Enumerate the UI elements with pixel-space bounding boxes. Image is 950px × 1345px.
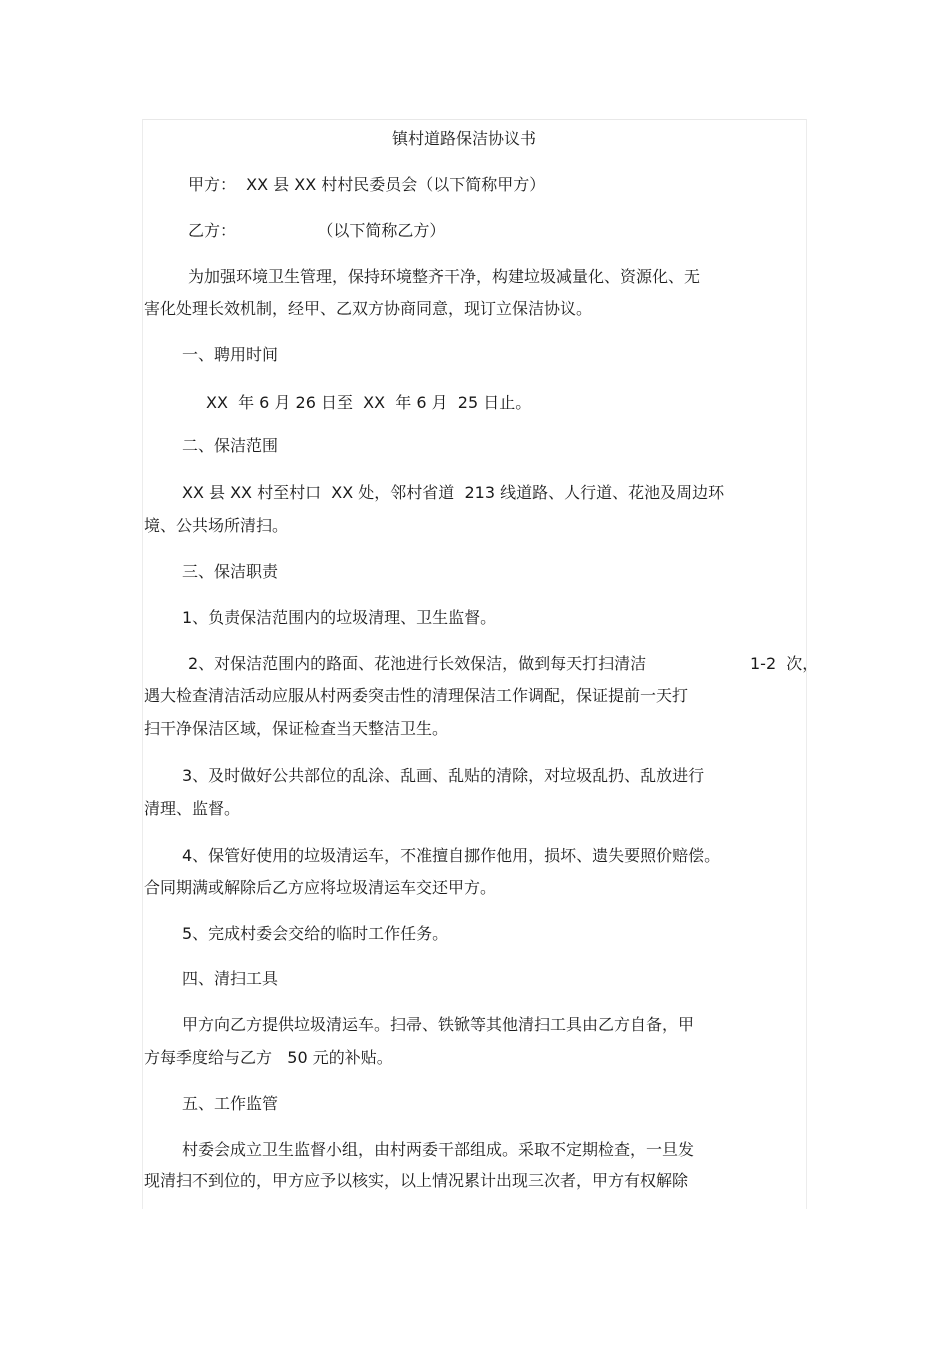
section2-heading: 二、保洁范围 bbox=[182, 436, 279, 455]
section3-heading: 三、保洁职责 bbox=[182, 562, 279, 581]
document-title: 镇村道路保洁协议书 bbox=[392, 129, 537, 148]
intro-line-2: 害化处理长效机制，经甲、乙双方协商同意，现订立保洁协议。 bbox=[144, 299, 593, 318]
section4-heading: 四、清扫工具 bbox=[182, 969, 279, 988]
section3-item2-line-2: 遇大检查清洁活动应服从村两委突击性的清理保洁工作调配，保证提前一天打 bbox=[144, 686, 689, 705]
section3-item3-line-1: 3、及时做好公共部位的乱涂、乱画、乱贴的清除，对垃圾乱扔、乱放进行 bbox=[182, 766, 705, 785]
section3-item3-line-2: 清理、监督。 bbox=[144, 799, 241, 818]
section3-item2-line-3: 扫干净保洁区域，保证检查当天整洁卫生。 bbox=[144, 719, 449, 738]
section4-body-line-1: 甲方向乙方提供垃圾清运车。扫帚、铁锨等其他清扫工具由乙方自备，甲 bbox=[182, 1015, 695, 1034]
section3-item4-line-1: 4、保管好使用的垃圾清运车，不准擅自挪作他用，损坏、遗失要照价赔偿。 bbox=[182, 846, 721, 865]
section4-body-line-2: 方每季度给与乙方 50 元的补贴。 bbox=[144, 1048, 393, 1067]
section2-body-line-2: 境、公共场所清扫。 bbox=[144, 516, 289, 535]
section1-heading: 一、聘用时间 bbox=[182, 345, 279, 364]
section5-body-line-1: 村委会成立卫生监督小组，由村两委干部组成。采取不定期检查，一旦发 bbox=[182, 1140, 695, 1159]
section2-body-line-1: XX 县 XX 村至村口 XX 处，邻村省道 213 线道路、人行道、花池及周边环 bbox=[182, 483, 725, 502]
intro-line-1: 为加强环境卫生管理，保持环境整齐干净，构建垃圾减量化、资源化、无 bbox=[188, 267, 701, 286]
party-a-line: 甲方： XX 县 XX 村村民委员会（以下简称甲方） bbox=[188, 175, 546, 194]
section3-item1: 1、负责保洁范围内的垃圾清理、卫生监督。 bbox=[182, 608, 497, 627]
section3-item5: 5、完成村委会交给的临时工作任务。 bbox=[182, 924, 449, 943]
section5-body-line-2: 现清扫不到位的，甲方应予以核实，以上情况累计出现三次者，甲方有权解除 bbox=[144, 1171, 689, 1190]
section3-item2-line-1: 2、对保洁范围内的路面、花池进行长效保洁，做到每天打扫清洁 bbox=[188, 654, 647, 673]
section3-item2-frequency: 1-2 次， bbox=[750, 654, 819, 673]
section5-heading: 五、工作监管 bbox=[182, 1094, 279, 1113]
party-b-line: 乙方： （以下简称乙方） bbox=[188, 221, 446, 240]
section3-item4-line-2: 合同期满或解除后乙方应将垃圾清运车交还甲方。 bbox=[144, 878, 497, 897]
section1-body: XX 年 6 月 26 日至 XX 年 6 月 25 日止。 bbox=[206, 393, 532, 412]
